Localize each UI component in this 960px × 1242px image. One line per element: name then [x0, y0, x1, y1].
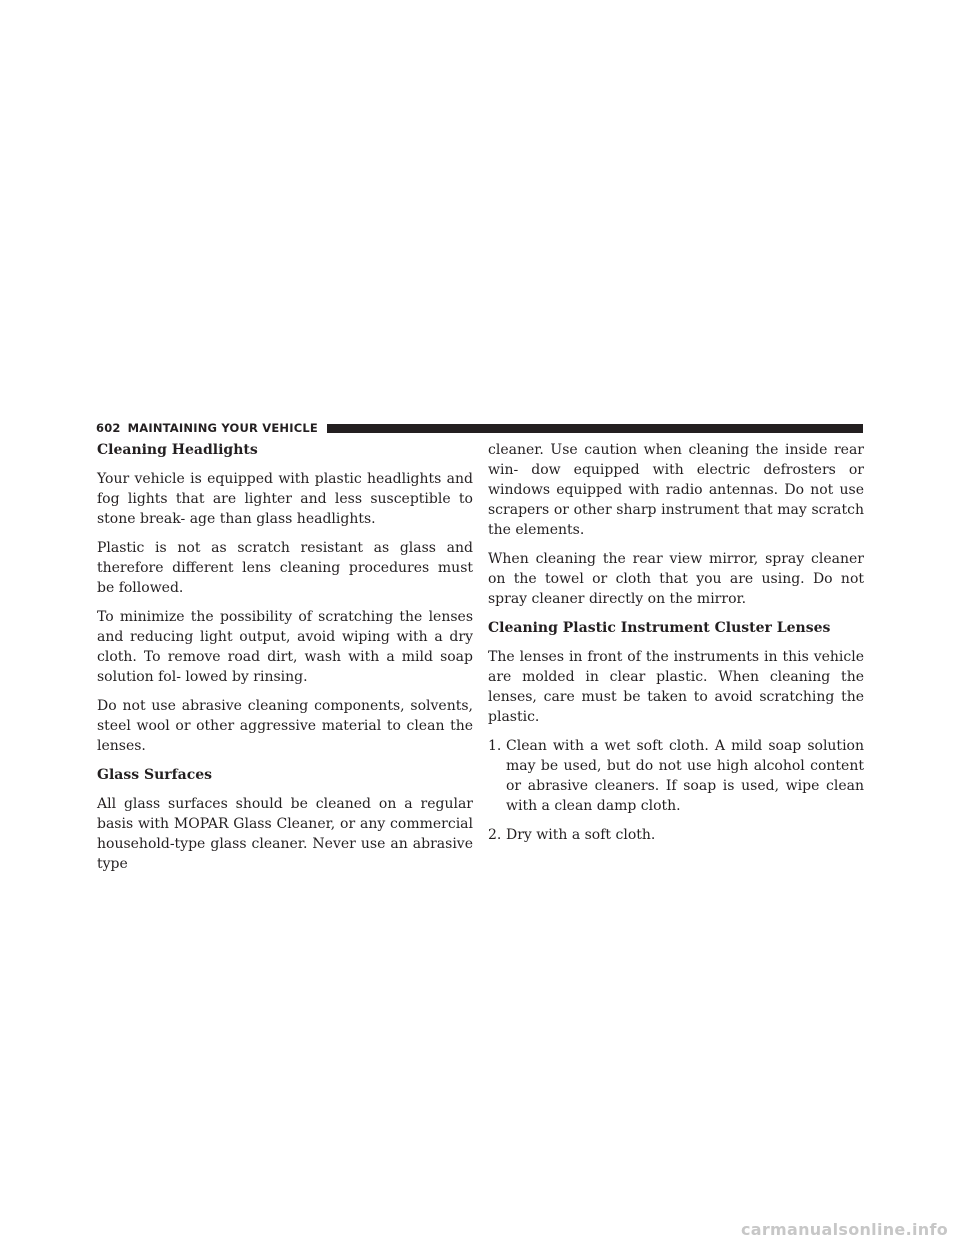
right-column: [488, 440, 864, 854]
page-number: 602: [96, 421, 121, 435]
list-item: [488, 825, 864, 845]
heading-cleaning-plastic-lenses: Cleaning Plastic Instrument Cluster Lenses: [488, 620, 831, 636]
list-number: 2.: [488, 827, 502, 843]
paragraph: To minimize the possibility of scratching the lenses and reducing light output, avoid wiping with a dry cloth. To remove road dirt, wash with a mild soap solution fol- lowed by rinsing.: [97, 609, 473, 685]
paragraph: Do not use abrasive cleaning components, solvents, steel wool or other aggressive material to clean the lenses.: [97, 698, 473, 754]
section-title: MAINTAINING YOUR VEHICLE: [127, 421, 318, 435]
heading-glass-surfaces: Glass Surfaces: [97, 767, 213, 783]
left-column: [97, 440, 473, 883]
paragraph: All glass surfaces should be cleaned on a regular basis with MOPAR Glass Cleaner, or any commercial household-type glass cleaner. Never use an abrasive type: [97, 796, 473, 872]
watermark: carmanualsonline.info: [740, 1220, 948, 1239]
heading-cleaning-headlights: Cleaning Headlights: [97, 442, 258, 458]
list-item: [488, 736, 864, 816]
list-text: Clean with a wet soft cloth. A mild soap solution may be used, but do not use high alcohol content or abrasive cleaners. If soap is used, wipe clean with a clean damp cloth.: [506, 738, 864, 814]
header-rule: [327, 424, 863, 433]
paragraph: Your vehicle is equipped with plastic headlights and fog lights that are lighter and less susceptible to stone break- age than glass headlights.: [97, 471, 473, 527]
list-text: Dry with a soft cloth.: [506, 827, 656, 843]
list-number: 1.: [488, 738, 502, 754]
paragraph: Plastic is not as scratch resistant as glass and therefore different lens cleaning procedures must be followed.: [97, 540, 473, 596]
paragraph: cleaner. Use caution when cleaning the inside rear win- dow equipped with electric defrosters or windows equipped with radio antennas. Do not use scrapers or other sharp instrument that may scratch the elements.: [488, 442, 864, 538]
paragraph: When cleaning the rear view mirror, spray cleaner on the towel or cloth that you are using. Do not spray cleaner directly on the mirror.: [488, 551, 864, 607]
paragraph: The lenses in front of the instruments in this vehicle are molded in clear plastic. When cleaning the lenses, care must be taken to avoid scratching the plastic.: [488, 649, 864, 725]
page-header: [96, 421, 863, 435]
numbered-list: [488, 736, 864, 845]
